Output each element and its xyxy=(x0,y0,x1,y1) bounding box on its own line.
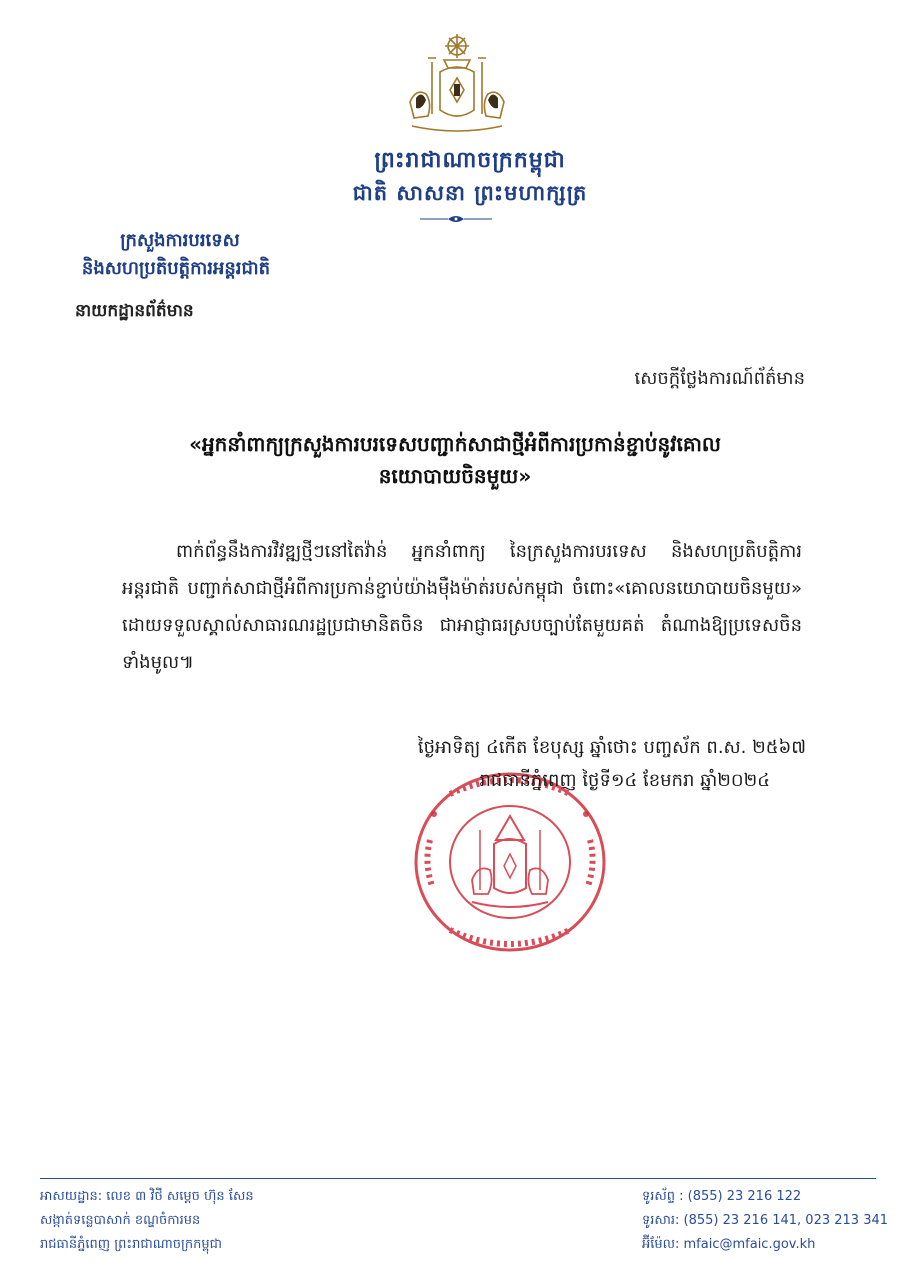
press-body: ពាក់ព័ន្ធនឹងការវិវឌ្ឍថ្មីៗនៅតៃវ៉ាន់ អ្នកនាំពាក្យ នៃក្រសួងការបរទេស និងសហប្រតិបត្តិការអន្តរជាតិ បញ្ជាក់សាជាថ្មីអំពីការប្រកាន់ខ្ជាប់យ៉ាងម៉ឺងម៉ាត់របស់កម្ពុជា ចំពោះ«គោលនយោបាយចិនមួយ» ដោយទទួលស្គាល់សាធារណរដ្ឋប្រជាមានិតចិន ជាអាជ្ញាធរស្របច្បាប់តែមួយគត់ តំណាងឱ្យប្រទេសចិនទាំងមូល៕ xyxy=(122,541,802,673)
royal-emblem xyxy=(402,32,512,140)
footer-divider xyxy=(40,1178,876,1179)
footer-phone: ទូរស័ព្ទ : (855) 23 216 122 xyxy=(642,1189,802,1204)
lunar-date: ថ្ងៃអាទិត្យ ៤កើត ខែបុស្ស ឆ្នាំថោះ បញ្ចស័ក ព.ស. ២៥៦៧ xyxy=(417,737,806,758)
divider-ornament xyxy=(418,213,494,225)
solar-date: រាជធានីភ្នំពេញ ថ្ងៃទី១៤ ខែមករា ឆ្នាំ២០២៤ xyxy=(479,770,770,791)
ministry-name-line1: ក្រសួងការបរទេស xyxy=(120,230,240,251)
official-seal xyxy=(410,770,610,955)
footer-address-line1: អាសយដ្ឋាន: លេខ ៣ វិថី សម្ដេច ហ៊ុន សែន xyxy=(40,1189,254,1204)
document-type: សេចក្ដីថ្លែងការណ៍ព័ត៌មាន xyxy=(634,368,805,389)
footer-email[interactable]: អ៊ីម៉ែល: mfaic@mfaic.gov.kh xyxy=(642,1237,816,1252)
footer-address-line3: រាជធានីភ្នំពេញ ព្រះរាជាណាចក្រកម្ពុជា xyxy=(40,1237,222,1252)
ministry-name-line2: និងសហប្រតិបត្តិការអន្តរជាតិ xyxy=(81,258,271,279)
national-motto: ជាតិ សាសនា ព្រះមហាក្សត្រ xyxy=(352,181,588,205)
kingdom-title: ព្រះរាជាណាចក្រកម្ពុជា xyxy=(374,148,566,173)
footer-fax: ទូរសារ: (855) 23 216 141, 023 213 341 xyxy=(642,1213,889,1228)
press-headline: «អ្នកនាំពាក្យក្រសួងការបរទេសបញ្ជាក់សាជាថ្មីអំពីការប្រកាន់ខ្ជាប់នូវគោលនយោបាយចិនមួយ» xyxy=(189,432,721,488)
department-name: នាយកដ្ឋានព័ត៌មាន xyxy=(75,301,194,321)
footer-address-line2: សង្កាត់ទន្លេបាសាក់ ខណ្ឌចំការមន xyxy=(40,1213,201,1228)
